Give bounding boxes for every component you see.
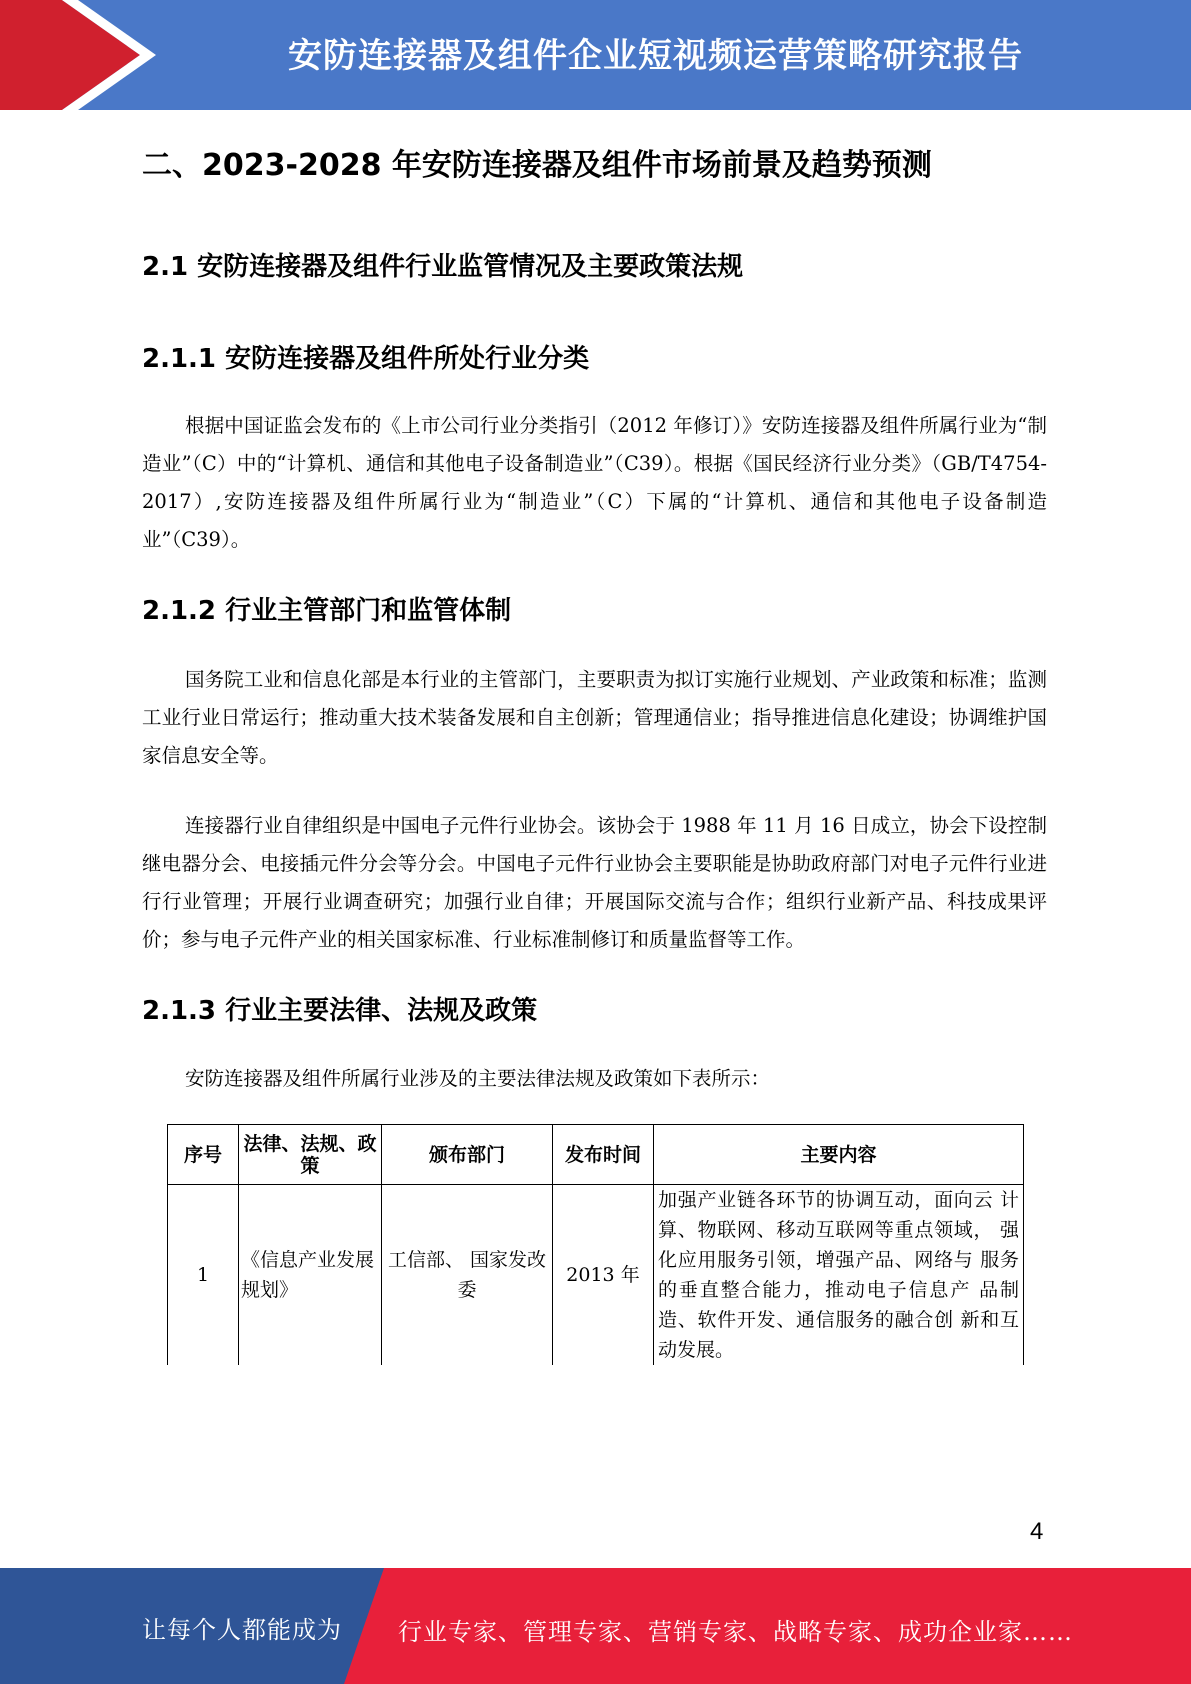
cell-content: 加强产业链各环节的协调互动，面向云 计算、物联网、移动互联网等重点领域， 强化应用服务引领，增强产品、网络与 服务的垂直整合能力，推动电子信息产 品制造、软件开发、通信服务的融合创 新和互动发展。 (654, 1185, 1024, 1366)
footer-slogan-right: 行业专家、管理专家、营销专家、战略专家、成功企业家…… (398, 1618, 1073, 1646)
footer-slogan-left: 让每个人都能成为 (142, 1616, 342, 1644)
subsection-heading-2-1-2: 2.1.2 行业主管部门和监管体制 (142, 596, 512, 626)
subsection-heading-2-1-3: 2.1.3 行业主要法律、法规及政策 (142, 996, 538, 1026)
paragraph-industry-classification: 根据中国证监会发布的《上市公司行业分类指引（2012 年修订）》安防连接器及组件所属行业为“制造业”（C）中的“计算机、通信和其他电子设备制造业”（C39）。根据《国民经济行业分类》（GB/T4754-2017）,安防连接器及组件所属行业为“制造业”（C）下属的“计算机、通信和其他电子设备制造业”（C39）。 (142, 414, 1047, 551)
table-header-law: 法律、法规、政策 (239, 1125, 382, 1185)
report-title: 安防连接器及组件企业短视频运营策略研究报告 (288, 36, 1023, 76)
table-header-date: 发布时间 (553, 1125, 654, 1185)
subsection-heading-2-1-1: 2.1.1 安防连接器及组件所处行业分类 (142, 344, 590, 374)
table-header-content: 主要内容 (654, 1125, 1024, 1185)
cell-dept: 工信部、 国家发改委 (382, 1185, 553, 1366)
page-number: 4 (1030, 1518, 1044, 1545)
cell-no: 1 (168, 1185, 239, 1366)
subsection-heading-2-1: 2.1 安防连接器及组件行业监管情况及主要政策法规 (142, 252, 744, 282)
table-header-dept: 颁布部门 (382, 1125, 553, 1185)
table-header-row (168, 1125, 1024, 1185)
policy-table (167, 1124, 1024, 1365)
cell-date: 2013 年 (553, 1185, 654, 1366)
paragraph-table-intro: 安防连接器及组件所属行业涉及的主要法律法规及政策如下表所示： (185, 1067, 771, 1090)
page-header (0, 0, 1191, 110)
cell-law: 《信息产业发展规划》 (239, 1185, 382, 1366)
paragraph-industry-association: 连接器行业自律组织是中国电子元件行业协会。该协会于 1988 年 11 月 16 日成立，协会下设控制继电器分会、电接插元件分会等分会。中国电子元件行业协会主要职能是协助政府部门对电子元件行业进行行业管理；开展行业调查研究；加强行业自律；开展国际交流与合作；组织行业新产品、科技成果评价；参与电子元件产业的相关国家标准、行业标准制修订和质量监督等工作。 (142, 814, 1047, 951)
paragraph-regulator: 国务院工业和信息化部是本行业的主管部门，主要职责为拟订实施行业规划、产业政策和标准；监测工业行业日常运行；推动重大技术装备发展和自主创新；管理通信业；指导推进信息化建设；协调维护国家信息安全等。 (142, 668, 1047, 767)
section-heading: 二、2023-2028 年安防连接器及组件市场前景及趋势预测 (142, 148, 932, 183)
page-footer (0, 1568, 1191, 1684)
table-header-no: 序号 (168, 1125, 239, 1185)
table-row (168, 1185, 1024, 1366)
